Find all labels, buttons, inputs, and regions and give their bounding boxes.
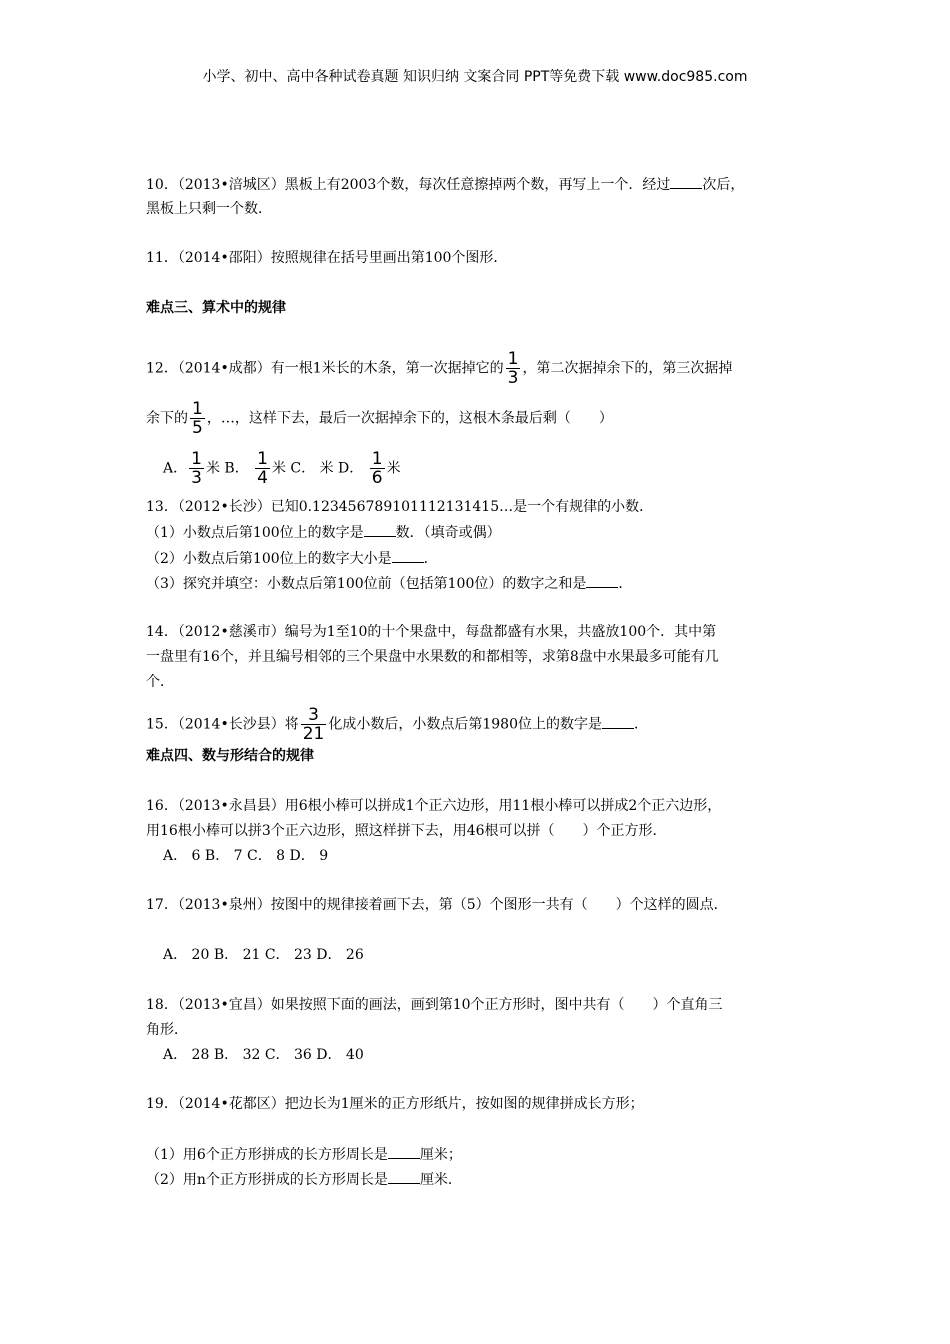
- q12-text-d: ，…，这样下去，最后一次据掉余下的，这根木条最后剩（ ）: [206, 410, 613, 427]
- question-13-part-2: [146, 548, 438, 569]
- q13-p3-text-b: ．: [618, 576, 633, 592]
- question-11: 11．（2014•邵阳）按照规律在括号里画出第100个图形．: [146, 250, 508, 266]
- question-14-line-1: 14．（2012•慈溪市）编号为1至10的十个果盘中，每盘都盛有水果，共盛放100个．其中第: [146, 624, 717, 640]
- question-19-stem: 19．（2014•花都区）把边长为1厘米的正方形纸片，按如图的规律拼成长方形；: [146, 1096, 644, 1112]
- question-15: [146, 706, 648, 743]
- question-12-options: [163, 450, 401, 487]
- q12-text-b: ，第二次据掉余下的，第三次据掉: [522, 360, 733, 377]
- option-c-d-label: 米 C． 米 D．: [271, 460, 364, 477]
- question-14-line-3: 个．: [146, 674, 174, 690]
- question-16-options: A． 6 B． 7 C． 8 D． 9: [163, 848, 329, 864]
- q15-text-a: 15．（2014•长沙县）将: [146, 716, 299, 733]
- q13-p1-text-a: （1）小数点后第100位上的数字是: [146, 525, 364, 541]
- option-a-label: A．: [163, 460, 188, 477]
- answer-blank: [670, 174, 702, 189]
- q19-p1-text-a: （1）用6个正方形拼成的长方形周长是: [146, 1147, 388, 1163]
- question-19-part-1: [146, 1144, 462, 1165]
- fraction-three-over-twentyone: $\frac{3}{21}$: [302, 705, 325, 744]
- question-12-line-1: [146, 350, 732, 387]
- fraction-one-fifth: $\frac{1}{5}$: [192, 399, 203, 438]
- question-18-line-2: 角形．: [146, 1022, 188, 1038]
- q15-text-b: 化成小数后，小数点后第1980位上的数字是: [328, 716, 602, 733]
- q12-text-a: 12．（2014•成都）有一根1米长的木条，第一次据掉它的: [146, 360, 504, 377]
- q13-p3-text-a: （3）探究并填空：小数点后第100位前（包括第100位）的数字之和是: [146, 576, 587, 592]
- answer-blank: [586, 573, 618, 588]
- section-heading-3: 难点三、算术中的规律: [146, 300, 286, 316]
- question-13-part-3: [146, 573, 632, 594]
- q10-text-a: 10．（2013•涪城区）黑板上有2003个数，每次任意擦掉两个数，再写上一个．经过: [146, 177, 671, 193]
- option-b-fraction: $\frac{1}{4}$: [257, 449, 268, 488]
- question-13-stem: 13．（2012•长沙）已知0.123456789101112131415…是一个有规律的小数．: [146, 499, 654, 515]
- q15-text-c: ．: [633, 716, 648, 733]
- q13-p2-text-a: （2）小数点后第100位上的数字大小是: [146, 551, 392, 567]
- question-17-stem: 17．（2013•泉州）按图中的规律接着画下去，第（5）个图形一共有（ ）个这样的圆点．: [146, 897, 728, 913]
- option-d-fraction: $\frac{1}{6}$: [371, 449, 383, 488]
- answer-blank: [392, 548, 424, 563]
- q12-text-c: 余下的: [146, 410, 188, 427]
- page-header: 小学、初中、高中各种试卷真题 知识归纳 文案合同 PPT等免费下载 www.doc985.com: [202, 69, 748, 85]
- q19-p2-text-a: （2）用n个正方形拼成的长方形周长是: [146, 1172, 388, 1188]
- question-10-line-1: [146, 174, 744, 195]
- answer-blank: [388, 1169, 420, 1184]
- fraction-one-third: $\frac{1}{3}$: [507, 349, 519, 388]
- question-18-options: A． 28 B． 32 C． 36 D． 40: [163, 1047, 364, 1063]
- question-13-part-1: [146, 522, 501, 543]
- q19-p2-text-b: 厘米．: [419, 1172, 462, 1188]
- question-10-line-2: 黑板上只剩一个数．: [146, 201, 272, 217]
- answer-blank: [388, 1144, 420, 1159]
- section-heading-4: 难点四、数与形结合的规律: [146, 748, 314, 764]
- answer-blank: [364, 522, 396, 537]
- option-b-label: 米 B．: [205, 460, 249, 477]
- question-19-part-2: [146, 1169, 462, 1190]
- q13-p1-text-b: 数．（填奇或偶）: [395, 525, 501, 541]
- answer-blank: [602, 714, 634, 729]
- question-16-line-1: 16．（2013•永昌县）用6根小棒可以拼成1个正六边形，用11根小棒可以拼成2个正六边形，: [146, 798, 722, 814]
- q10-text-b: 次后，: [702, 177, 745, 193]
- q19-p1-text-b: 厘米；: [419, 1147, 462, 1163]
- question-18-line-1: 18．（2013•宜昌）如果按照下面的画法，画到第10个正方形时，图中共有（ ）个直角三: [146, 997, 723, 1013]
- question-14-line-2: 一盘里有16个，并且编号相邻的三个果盘中水果数的和都相等，求第8盘中水果最多可能有几: [146, 649, 719, 665]
- option-d-unit: 米: [386, 460, 401, 477]
- question-16-line-2: 用16根小棒可以拼3个正六边形，照这样拼下去，用46根可以拼（ ）个正方形．: [146, 823, 667, 839]
- q13-p2-text-b: ．: [423, 551, 438, 567]
- question-17-options: A． 20 B． 21 C． 23 D． 26: [163, 947, 364, 963]
- question-12-line-2: [146, 400, 613, 437]
- option-a-fraction: $\frac{1}{3}$: [191, 449, 202, 488]
